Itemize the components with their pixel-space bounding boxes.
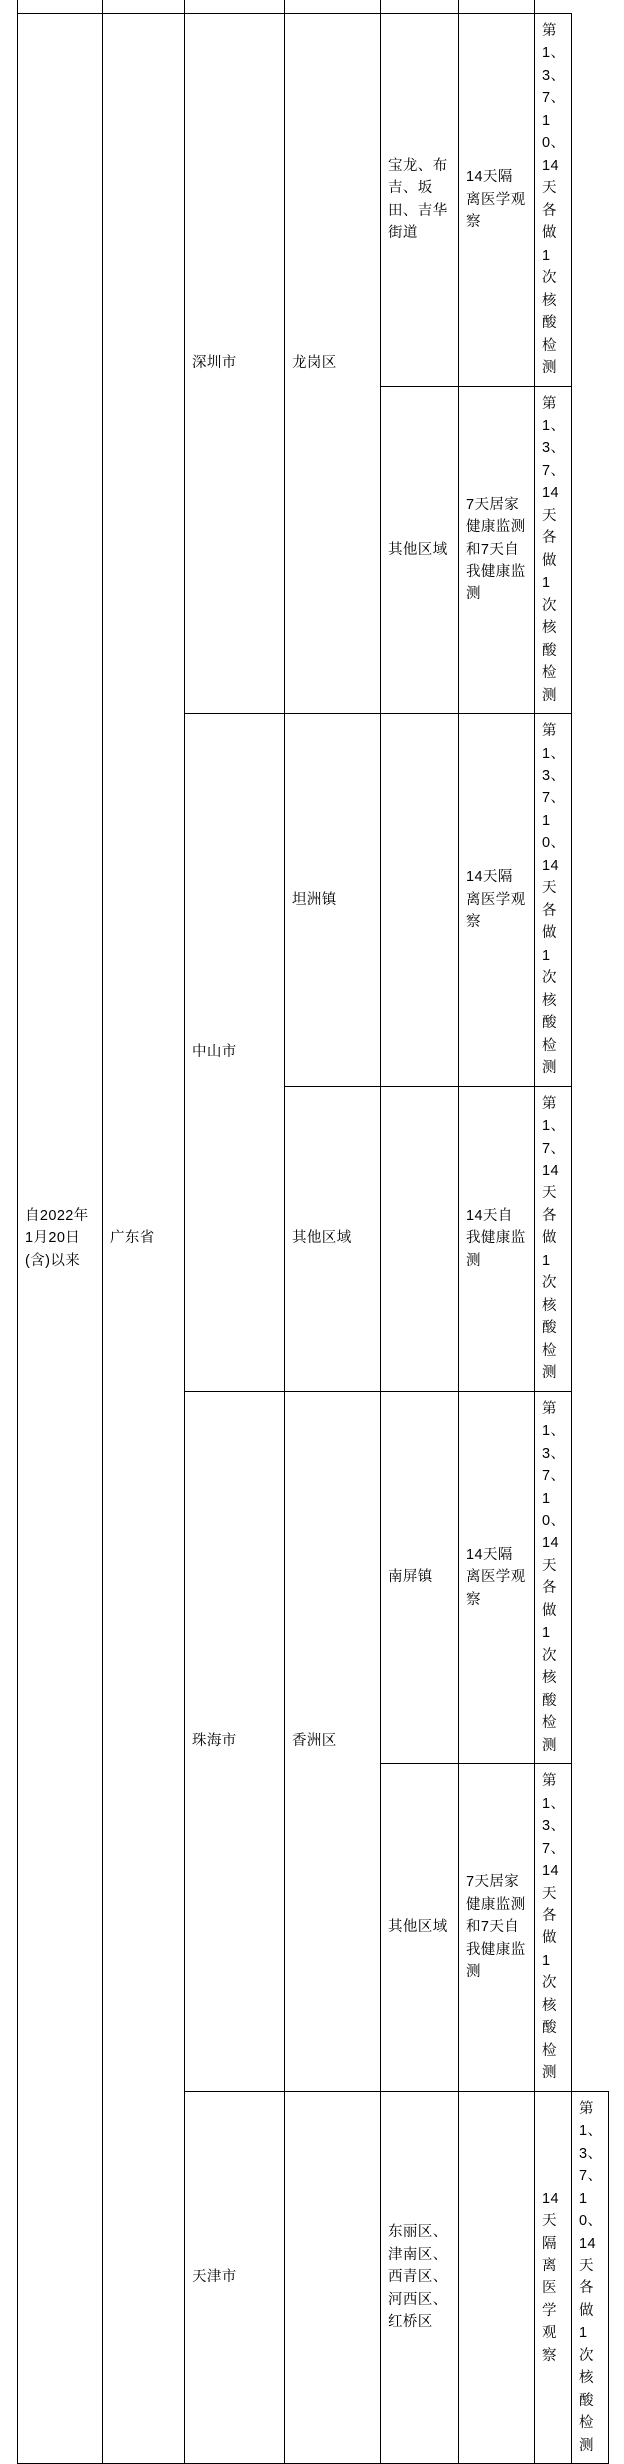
table-row [18, 0, 609, 14]
cell-test: 第1、3、7、10、14天各做1次核酸检测 [572, 2091, 609, 2464]
cell-test: 第1、3、7、10、14天各做1次核酸检测 [535, 1391, 572, 1764]
cell-area: 其他区域 [381, 1764, 459, 2092]
cell-measure: 7天居家健康监测和7天自我健康监测 [459, 386, 535, 714]
cell-district-other: 其他区域 [285, 1086, 381, 1391]
cell-test: 第1、3、7、14天各做1次核酸检测 [535, 386, 572, 714]
cell-city-tianjin [285, 2091, 381, 2464]
cell-area [381, 1086, 459, 1391]
cell-test: 第1、3、7、14天各做1次核酸检测 [535, 1764, 572, 2092]
cell-province-guangdong: 广东省 [103, 14, 185, 2464]
cell-test-top [459, 0, 535, 14]
cell-period: 自2022年1月20日(含)以来 [18, 14, 103, 2464]
cell-district-tanzhou: 坦洲镇 [285, 714, 381, 1087]
cell-province-tianjin: 天津市 [185, 2091, 285, 2464]
cell-area: 其他区域 [381, 386, 459, 714]
cell-city-zhongshan: 中山市 [185, 714, 285, 1392]
cell-measure: 14天自我健康监测 [459, 1086, 535, 1391]
cell-test: 第1、7、14天各做1次核酸检测 [535, 1086, 572, 1391]
cell-district-longgang: 龙岗区 [285, 14, 381, 714]
cell-city-shenzhen: 深圳市 [185, 14, 285, 714]
cell-period-top [18, 0, 103, 14]
cell-district-xiangzhou: 香洲区 [285, 1391, 381, 2091]
cell-area [381, 714, 459, 1087]
cell-area [459, 2091, 535, 2464]
cell-test: 第1、3、7、10、14天各做1次核酸检测 [535, 714, 572, 1087]
cell-measure-top [381, 0, 459, 14]
cell-measure: 14天隔离医学观察 [459, 14, 535, 387]
cell-measure: 14天隔离医学观察 [535, 2091, 572, 2464]
cell-city-top [185, 0, 285, 14]
table-row [18, 14, 609, 387]
cell-test: 第1、3、7、10、14天各做1次核酸检测 [535, 14, 572, 387]
cell-area: 宝龙、布吉、坂田、吉华街道 [381, 14, 459, 387]
cell-city-zhuhai: 珠海市 [185, 1391, 285, 2091]
cell-province-top [103, 0, 185, 14]
cell-measure: 14天隔离医学观察 [459, 714, 535, 1087]
cell-area: 南屏镇 [381, 1391, 459, 1764]
cell-measure: 7天居家健康监测和7天自我健康监测 [459, 1764, 535, 2092]
policy-table [17, 0, 609, 2464]
cell-district-tianjin: 东丽区、津南区、西青区、河西区、红桥区 [381, 2091, 459, 2464]
cell-area-top [285, 0, 381, 14]
cell-measure: 14天隔离医学观察 [459, 1391, 535, 1764]
